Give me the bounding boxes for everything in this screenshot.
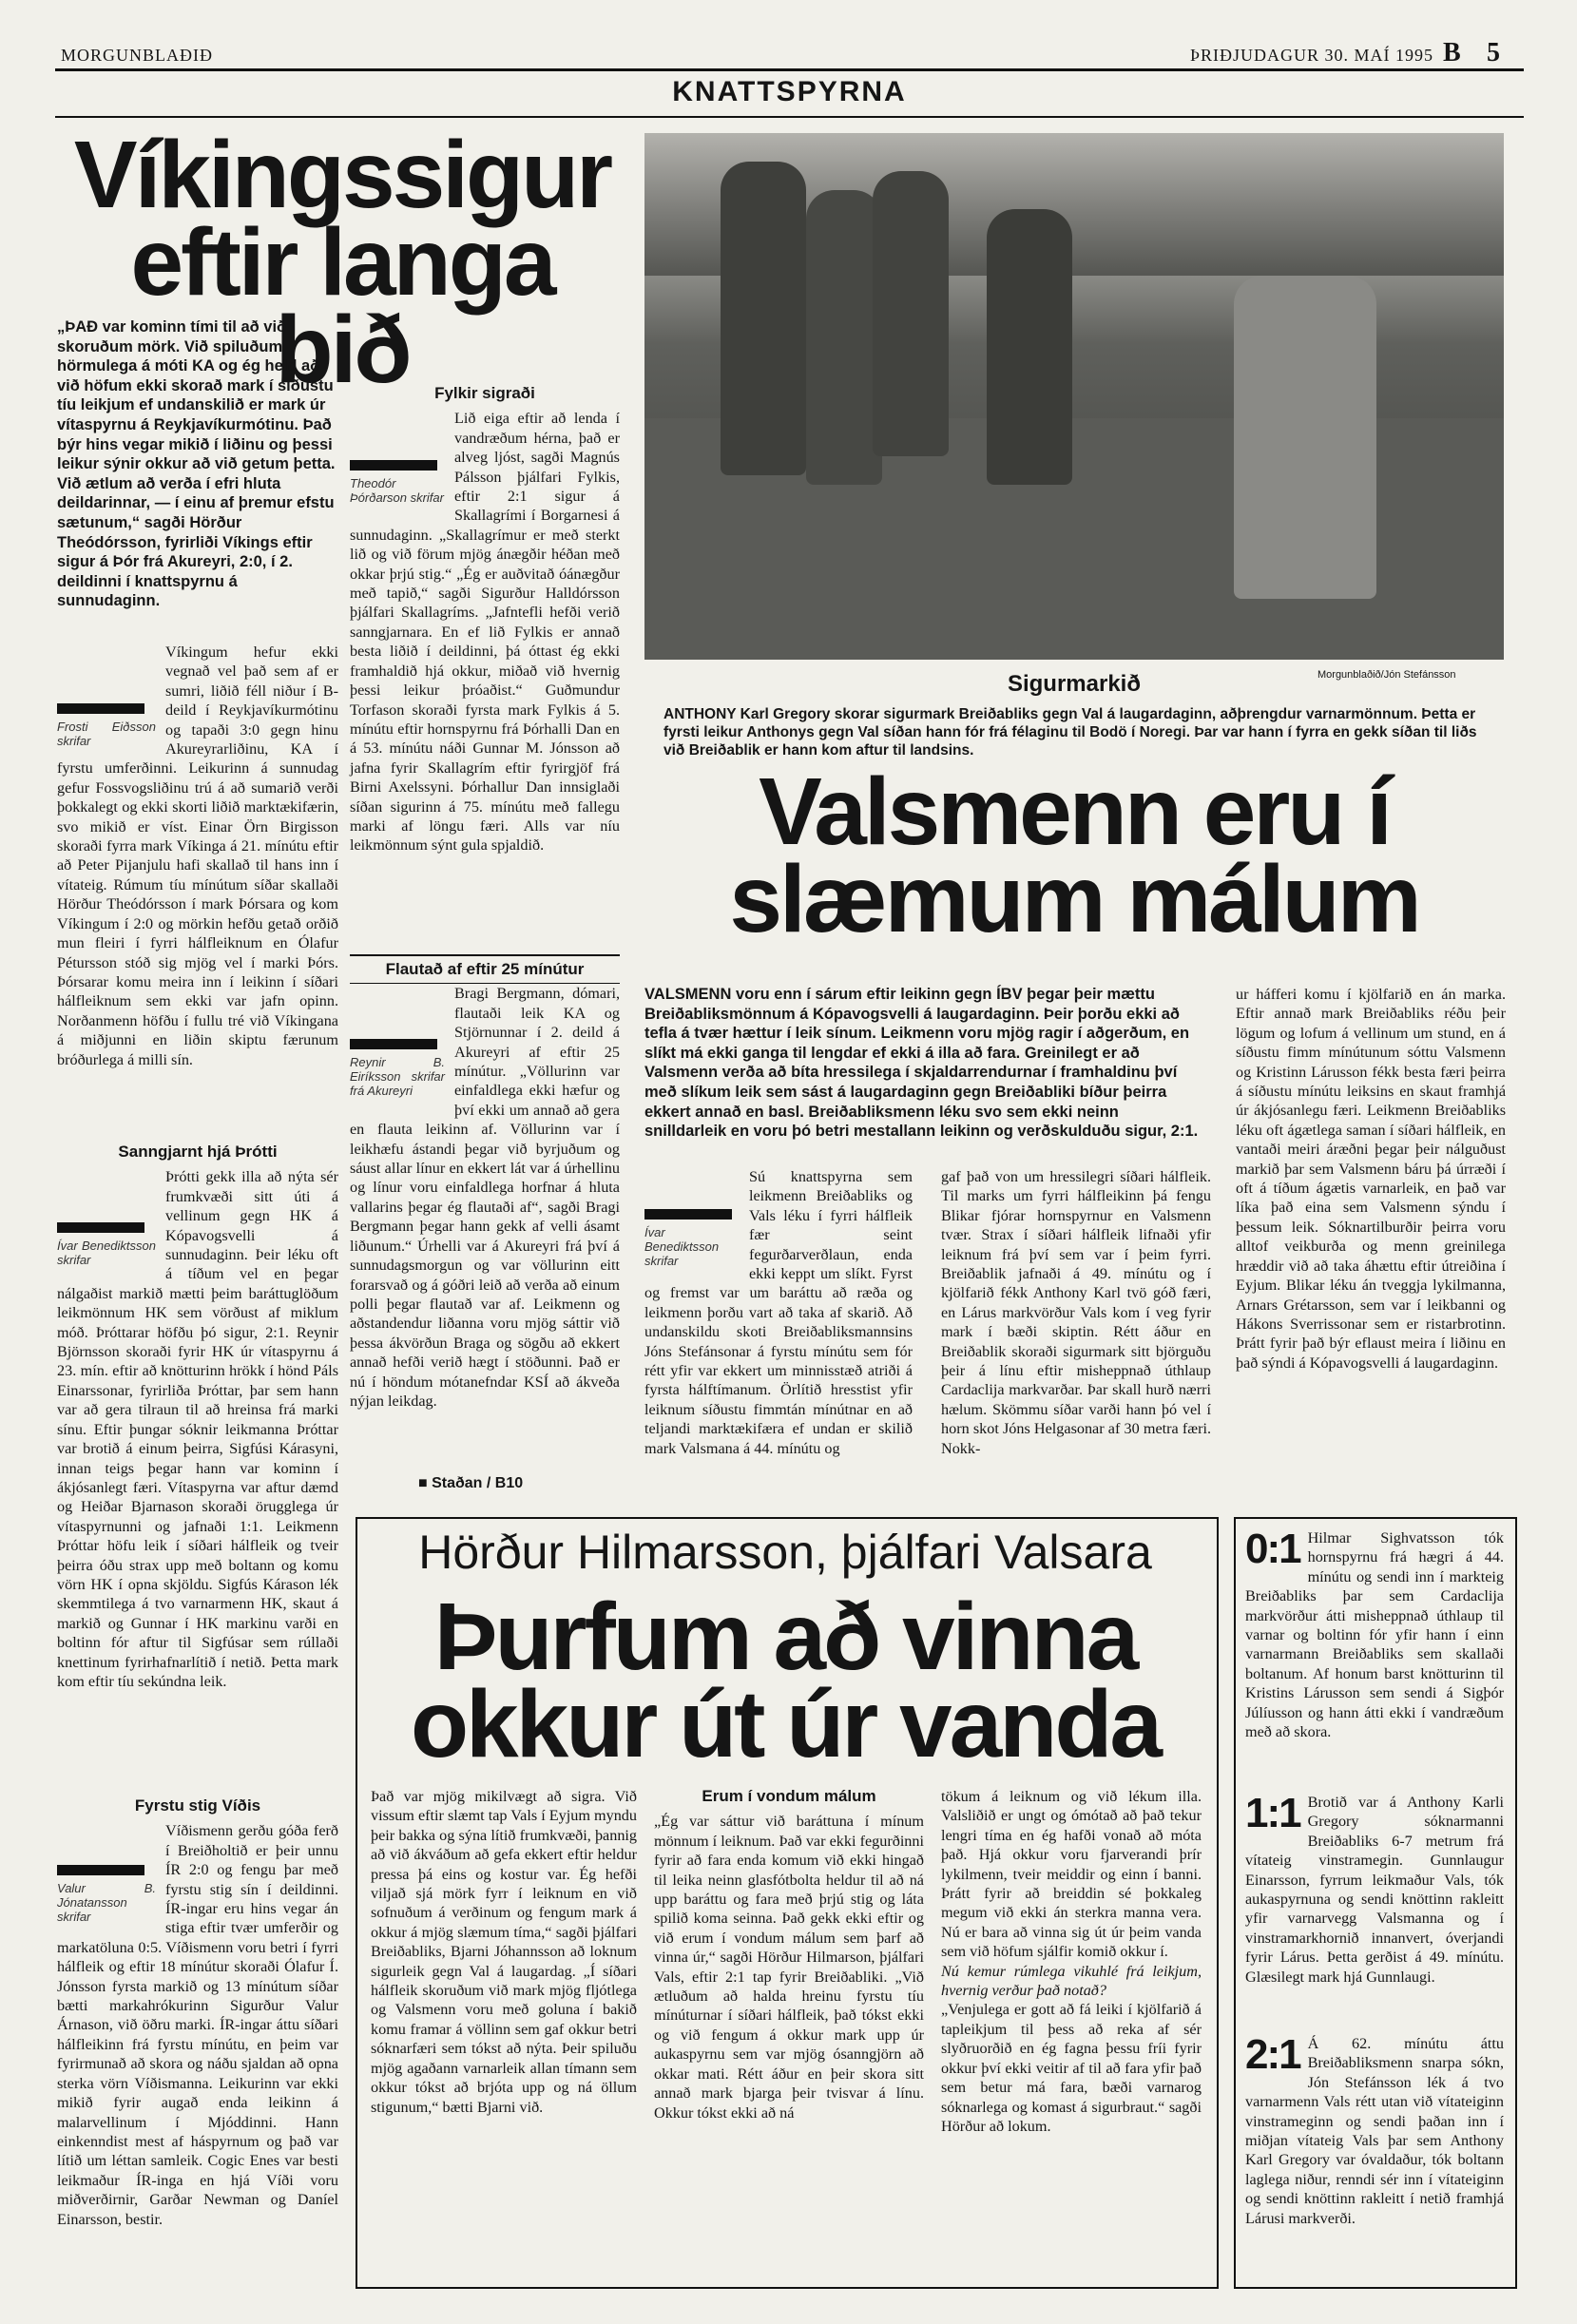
story5-byline: Reynir B. Eiríksson skrifar frá Akureyri (350, 1055, 445, 1099)
player-figure (873, 171, 949, 456)
story3-byline-block (57, 1865, 156, 1924)
story3-body: Víðismenn gerðu góða ferð í Breiðholtið er þeir unnu ÍR 2:0 og fengu þar með fyrstu stig sín í deildinni. ÍR-ingar eru hins vegar án stiga eftir tvær umferðir og markatöluna 0:5. Víðismenn voru betri í fyrri hálfleik og eftir 18 mínútur skoraði Ólafur Í. Jónsson fyrsta markið og 13 mínútum síðar bætti markahrókurinn Sigurður Valur Árnason, við öðru marki. ÍR-ingar áttu síðari hálfleikinn frá fyrstu mínútu, en þeim var fyrirmunað að skora og náðu sjaldan að opna sterka vörn Víðismanna. Leikurinn var ekki mikið fyrir augað enda leikinn á malarvellinum í Mjóddinni. Hann einkenndist mest af háspyrnum og það var lítið um léttan samleik. Cogic Enes var besti leikmaður ÍR-inga en hjá Víði voru miðverðirnir, Garðar Newman og Daníel Einarsson, bestir. (57, 1822, 338, 2228)
player-figure (806, 190, 882, 485)
story5-body: Bragi Bergmann, dómari, flautaði leik KA og Stjörnunnar í 2. deild á Akureyri af eftir 25 mínútur. „Völlurinn var einfaldlega ekki hæfur og því ekki um annað að gera en flauta leikinn af. Völlurinn var í leikhæfu ástandi þegar við byrjuðum og sáust allar línur en ekkert lát var á úrhellinu og línur voru einfaldlega horfnar á hluta vallarins þegar ég flautaði af“, sagði Bragi Bergmann þegar hann gekk af velli ásamt liðunum.“ Úrhelli var á Akureyri frá því á sunnudagsmorgun og var völlurinn eitt forarsvað og á góðri leið að verða að einum polli þegar flautað var af. Leikmenn og aðstandendur liðanna voru mjög sáttir við þessa ákvörðun Braga og sögðu að ekkert annað hefði verið hægt í stöðunni. Það er nú í höndum mótanefndar KSÍ að ákveða nýjan leikdag. (350, 985, 620, 1410)
story6-col1-text: Sú knattspyrna sem leikmenn Breiðabliks og Vals léku í fyrri hálfleik fær seint fegurðarverðlaun, enda ekki keppt um slíkt. Fyrst og fremst var um baráttu að ræða og leikmenn þorðu vart að taka af skarið. Að undanskildu skoti Breiðabliksmannsins Jóns Stefánsonar á fyrstu mínútu sem fór rétt yfir var ekkert um minnisstæð atriði á fyrsta hálftímanum. Örlítið hresstist yfir leiknum síðustu fimmtán mínútnar en að teljandi marktækifæra ef undan er skilið mark Valsmana á 44. mínútu og (644, 1168, 913, 1457)
story6-lead: VALSMENN voru enn í sárum eftir leikinn gegn ÍBV þegar þeir mættu Breiðabliksmönnum á Kópavogsvelli á laugardaginn. Þeir þorðu ekki að tefla á tvær hættur í leik sínum. Leikmenn voru mjög ragir í aðgerðum, en slíkt má ekki ganga til lengdar ef ekki á illa að fara. Greinilegt er að Valsmenn verða að bíta hressilega í skjaldarrendurnar í framhaldinu því með slíkum leik sem sást á laugardaginn gegn Breiðabliki bíður þeirra ekkert annað en basl. Breiðabliksmenn léku svo sem ekki neinn snilldarleik en voru þó betri mestallann leikinn og verðskulduðu sigur, 2:1. (644, 986, 1199, 1141)
section-title: KNATTSPYRNA (672, 76, 907, 107)
story2-column (57, 1137, 338, 1691)
story6-headline-line1: Valsmenn eru í (759, 759, 1390, 865)
goal-text: Á 62. mínútu áttu Breiðabliksmenn snarpa sókn, Jón Stefánsson lék á tvo varnarmenn Vals rétt utan við vítateiginn vinstrameginn og sendi þaðan inn í miðjan vítateig Vals þar sem Anthony Karl Gregory var óvaldaður, tók boltann laglega niður, renndi sér inn í vítateiginn og sendi knöttinn rakleitt í netið framhjá Lárusi markverði. (1245, 2035, 1504, 2227)
goal-text: Brotið var á Anthony Karli Gregory sóknarmanni Breiðabliks 6-7 metrum frá vítateig vinstramegin. Gunnlaugur Einarsson, fyrrum leikmaður Vals, tók aukaspyrnuna og sendi knöttinn rakleitt yfir varnarvegg Valsmanna og í vinstramarkhornið innanvert, óverjandi fyrir Lárus. Þetta gerðist á 49. mínútu. Glæsilegt mark hjá Gunnlaugi. (1245, 1794, 1504, 1986)
story6-col3: ur háfferi komu í kjölfarið en án marka. Eftir annað mark Breiðabliks réðu þeir lögum og lofum á vellinum um stund, en á síðustu fimm mínútunum sóttu Valsmenn og Kristinn Lárusson fékk besta færi þeirra á síðustu mínútu leiksins en skaut framhjá úr ákjósanlegu færi. Leikmenn Breiðabliks léku oft ágætlega saman í síðari hálfleik, en vantaði meiri áræðni þegar þeir nálguðust markið þar sem Valsmenn báru þá úrræði í oft á tíðum ágætis varnarleik, en það var líka það eina sem Valsmenn sýndu í þessum leik. Sóknartilburðir þeirra voru alltof veikburða og menn greinilega hræddir við að taka áhættu eftir útreiðina í Eyjum. Blikar léku án tveggja lykilmanna, Arnars Grétarsson, sem var í leikbanni og Hákons Sverrissonar sem er ristarbrotinn. Þrátt fyrir það býr eflaust meira í liðinu en það sýndi á Kópavogsvelli á laugardaginn. (1236, 986, 1506, 1372)
story4-byline: Theodór Þórðarson skrifar (350, 476, 444, 506)
story2-body: Þrótti gekk illa að nýta sér frumkvæði sitt úti á vellinum gegn HK á Kópavogsvelli á sunnudaginn. Þeir léku oft á tíðum vel en þegar nálgaðist markið mætti þeim baráttuglöðum leikmönnum HK sem vörðust af miklum móð. Þróttarar höfðu þó sigur, 2:1. Reynir Björnsson skoraði fyrir HK úr vítaspyrnu á 23. mín. eftir að knötturinn hrökk í hönd Páls Einarssonar, fyrirliða Þróttar, þar sem hann var að gera tilraun til að hreinsa frá marki sínu. Eftir þungar sóknir leikmanna Þróttar var brotið á einum þeirra, Sigfúsi Kárasyni, innan teigs þegar hann var kominn í ákjósanlegt færi. Vítaspyrna var aftur dæmd og Heiðar Bjarnason skoraði örugglega úr vítaspyrnunni og jafnaði 1:1. Leikmenn Þróttar höfu leik í síðari hálfleik og tveir þeirra óðu strax upp með boltann og komu vörn HK í opna skjöldu. Sigfús Kárason lék skemmtilega á tvo varnarmenn HK, skaut á markið og Gunnar í HK markinu varði en boltinn fór aftur til Sigfúsar sem rúllaði knettinum fyrirhafnarlítið í netið. Þetta mark kom eftir tíu sekúndna leik. (57, 1168, 338, 1690)
goal-item (1245, 1528, 1504, 1741)
story1-byline: Frosti Eiðsson skrifar (57, 720, 156, 748)
story5-subhead-box (350, 954, 620, 984)
story6-headline-line2: slæmum málum (729, 846, 1419, 952)
story3-column (57, 1791, 338, 2229)
section-letter: B (1443, 38, 1461, 67)
story3-subhead: Fyrstu stig Víðis (134, 1796, 261, 1815)
interview-col1: Það var mjög mikilvægt að sigra. Við vissum eftir slæmt tap Vals í Eyjum myndu þeir bakka og sýna lítið frumkvæði, þannig að við ákváðum að gefa ekkert eftir heldur pressa þá eins og kostur var. Ég hefði viljað sjá mörk fyrr í leiknum en við sofnuðum á verðinum og fengum mark á okkur á mjög slæmum tíma,“ sagði þjálfari Breiðabliks, Bjarni Jóhannsson að loknum sigurleik gegn Val á laugardag. „Í síðari hálfleik skoruðum við mark mjög fljótlega og Valsmenn voru með goluna í bakið komu framar á völlinn sem gaf okkur betri sóknarfæri sem tókst að nýta. Þeir spiluðu mjög agaðann varnarleik allan tímann sem okkur tókst að brjóta upp og ná öllum stigunum,“ bætti Bjarni við. (371, 1788, 637, 2116)
photo-credit: Morgunblaðið/Jón Stefánsson (1317, 669, 1456, 681)
byline-bar (350, 1039, 437, 1049)
player-figure (987, 209, 1072, 485)
goal-item (1245, 2031, 1504, 2228)
interview-col3-question: Nú kemur rúmlega vikuhlé frá leikjum, hvernig verður það notað? (941, 1962, 1202, 2000)
story6-col1 (644, 1167, 913, 1458)
interview-col2 (654, 1787, 924, 2122)
story4-byline-block (350, 460, 445, 505)
publication-name: MORGUNBLAÐIÐ (61, 46, 213, 65)
page-number: 5 (1487, 38, 1500, 67)
story1-body: Víkingum hefur ekki vegnað vel það sem af er sumri, liðið féll niður í B-deild í Reykjavíkurmótinu og tapaði 3:0 gegn hinu Akureyrarliðinu, KA í fyrstu umferðinni. Leikurinn á sunnudag gefur Fossvogsliðinu trú á að sumarið verði þokkalegt og ekki skorti liðið marktækifærin, svo mikið er víst. Einar Örn Birgisson skoraði fyrra mark Víkinga á 21. mínútu eftir að Peter Pijanjulu hafi skallað til hans inn í vítateig. Rúmum tíu mínútum síðar skallaði Hörður Theódórsson í mark Þórsara og kom Víkingum í 2:0 og mörkin hefðu getað orðið mun fleiri í fyrri hálfleiknum en Ólafur Pétursson stóð sig mjög vel í marki Þórs. Þórsarar komu meira inn í leikinn í síðari hálfleiknum sem ekki var jafn opinn. Norðanmenn höfðu í fullu tré við Víkingana á miðjunni en liðin skiptu færunum bróðurlega á milli sín. (57, 643, 338, 1068)
standings-reference[interactable] (418, 1475, 523, 1492)
byline-bar (350, 460, 437, 471)
player-figure (721, 162, 806, 475)
byline-bar (57, 1865, 144, 1875)
story4-subhead: Fylkir sigraði (434, 384, 535, 402)
photo-caption-title: Sigurmarkið (1007, 671, 1142, 697)
byline-bar (57, 703, 144, 714)
goal-item (1245, 1790, 1504, 1987)
story6-col2: gaf það von um hressilegri síðari hálfleik. Til marks um fyrri hálfleikinn þá fengu Blikar fjórar hornspyrnur en Valsmenn tvær. Strax í síðari hálfleik lifnaði yfir leiknum frá því sem var í þeim fyrri. Breiðablik jafnaði á 49. mínútu og í kjölfarið fékk Anthony Karl tvö góð færi, en Lárus markvörður Vals kom í veg fyrir mark í bæði skiptin. Rétt áður en Breiðablik skoraði sigurmark sitt björguðu þeir á línu eftir misheppnað úthlaup Cardaclija markvarðar. Þar skall hurð nærri hælum. Skömmu síðar varði hann þó vel í horn skot Jóns Helgasonar af 30 metra færi. Nokk- (941, 1168, 1211, 1457)
interview-kicker: Hörður Hilmarsson, þjálfari Valsara (418, 1526, 1152, 1579)
story2-subhead: Sanngjarnt hjá Þrótti (118, 1143, 278, 1161)
section-rule (55, 116, 1524, 118)
interview-headline-line2: okkur út úr vanda (410, 1671, 1161, 1777)
interview-col3-text: tökum á leiknum og við lékum illa. Valsliðið er ungt og ómótað að það tekur lengri tíma en ég hafði vonað að móta það. Hjá okkur voru fjarverandi þrír lykilmenn, tveir meiddir og einn í banni. Þrátt fyrir að breiddin sé þokkaleg megum við ekki án sterkra manna vera. Nú er bara að vinna sig út úr þeim vanda sem við höfum sjálfir komið okkur í. (941, 1788, 1202, 1961)
interview-headline-line1: Þurfum að vinna (433, 1584, 1137, 1690)
story6-byline: Ívar Benediktsson skrifar (644, 1225, 720, 1268)
photo-caption: ANTHONY Karl Gregory skorar sigurmark Breiðabliks gegn Val á laugardaginn, aðþrengdur varnarmönnum. Þetta er fyrsti leikur Anthonys gegn Val síðan hann fór frá félaginu til Bodö í Noregi. Þar var hann í fyrra en gekk síðan til liðs við Breiðablik er hann kom aftur til landsins. (663, 706, 1477, 759)
story3-byline: Valur B. Jónatansson skrifar (57, 1881, 156, 1925)
byline-bar (57, 1222, 144, 1233)
story2-byline: Ívar Benediktsson skrifar (57, 1239, 156, 1268)
story2-byline-block (57, 1222, 156, 1267)
interview-col2-subhead: Erum í vondum málum (702, 1787, 876, 1805)
goal-score: 2:1 (1245, 2031, 1300, 2078)
interview-col3-end: „Venjulega er gott að fá leiki í kjölfarið á tapleikjum til þess að reka af sér slyðruorðið en ég fagna þessu fríi fyrir okkur því ekki veitir af til að fara yfir það sem betur má fara, bæði varnarog sóknarlega og komast á sigurbraut.“ sagði Hörður að lokum. (941, 2001, 1202, 2135)
interview-col2-text: „Ég var sáttur við baráttuna í mínum mönnum í leiknum. Það var ekki fegurðinni fyrir að fara enda komum við ekki hingað til leika neinn glasfótbolta heldur til að ná upp baráttu og fara með þrjú stig og láta spilið koma seinna. Það gekk ekki eftir og við erum í vondum málum sem þarf að vinna úr,“ sagði Hörður Hilmarson, þjálfari Vals, eftir 2:1 tap fyrir Breiðabliki. „Við ætluðum að halda hreinu fyrstu tíu mínúturnar í síðari hálfleik, það tókst ekki og við fengum á okkur mark upp úr aukaspyrnu sem var mjög ósanngjörn að okkar mati. Rétt áður en þeir skora sitt annað mark bjarga þeir tvisvar á línu. Okkur tókst ekki að ná (654, 1813, 924, 2122)
story5-subhead: Flautað af eftir 25 mínútur (385, 960, 585, 978)
story5-column (350, 954, 620, 1411)
byline-bar (644, 1209, 732, 1220)
story1-lead: „ÞAÐ var kominn tími til að við skoruðum mörk. Við spiluðum hörmulega á móti KA og ég held að við höfum ekki skorað mark í síðustu tíu leikjum ef undanskilið er mark úr vítaspyrnu á Reykjavíkurmótinu. Það býr hins vegar mikið í liðinu og þessi leikur sýnir okkur að við getum þetta. Við ætlum að verða í efri hluta deildarinnar, — í einu af þremur efstu sætunum,“ sagði Hörður Theódórsson, fyrirliði Víkings eftir sigur á Þór frá Akureyri, 2:0, í 2. deildinni í knattspyrnu á sunnudaginn. (57, 318, 336, 610)
interview-headline (357, 1584, 1213, 1777)
goalkeeper-figure (1234, 276, 1376, 599)
goal-score: 1:1 (1245, 1790, 1300, 1836)
story6-headline (644, 759, 1504, 952)
standings-reference-label: Staðan / B10 (432, 1475, 524, 1491)
story1-byline-block (57, 703, 156, 748)
story1-headline-line2: eftir langa bið (130, 209, 554, 403)
story4-column (350, 378, 620, 855)
masthead-rule (55, 68, 1524, 71)
story6-byline-block (644, 1209, 740, 1268)
goal-text: Hilmar Sighvatsson tók hornspyrnu frá hægri á 44. mínútu og sendi inn í markteig Breiðabliks þar sem Cardaclija markvörður átti misheppnað úthlaup til varnar og boltinn fór yfir hann í einn varnarmann Breiðabliks sem skallaði boltanum. Af honum barst knötturinn til Kristins Lárusson sem sendi á Sigþór Júlíusson og hann átti ekki í vandræðum með að skora. (1245, 1529, 1504, 1741)
issue-date: ÞRIÐJUDAGUR 30. MAÍ 1995 (1190, 46, 1434, 65)
square-bullet-icon: ■ (418, 1475, 433, 1491)
match-photo (644, 133, 1504, 660)
story5-byline-block (350, 1039, 445, 1098)
story1-headline-line1: Víkingssigur (73, 122, 611, 228)
goal-score: 0:1 (1245, 1526, 1300, 1572)
interview-col3 (941, 1787, 1202, 2136)
story1-body-column (57, 643, 338, 1069)
story4-body: Lið eiga eftir að lenda í vandræðum hérna, það er alveg ljóst, sagði Magnús Pálsson þjálfari Fylkis, eftir 2:1 sigur á Skallagrími í Borgarnesi á sunnudaginn. „Skallagrímur er með sterkt lið og við förum mjög ánægðir héðan með okkar þrjú stig.“ „Ég er auðvitað óánægður með tapið,“ sagði Sigurður Halldórsson þjálfari Skallagríms. „Jafntefli hefði verið sanngjarnara. En ef lið Fylkis er annað besta liðið í deildinni, þá óttast ég ekki framhaldið hjá okkur, miðað við hvernig þessi leikur þróaðist.“ Guðmundur Torfason skoraði fyrsta mark Fylkis á 5. mínútu eftir hornspyrnu frá Þórhalli Dan en á 53. mínútu náði Gunnar M. Jónsson að jafna fyrir Skallagrím eftir fyrirgjöf frá Birni Axelssyni. Þórhallur Dan innsiglaði síðan sigurinn á 75. mínútu með fallegu marki af löngu færi. Alls var níu leikmönnum sýnt gula spjaldið. (350, 410, 620, 855)
